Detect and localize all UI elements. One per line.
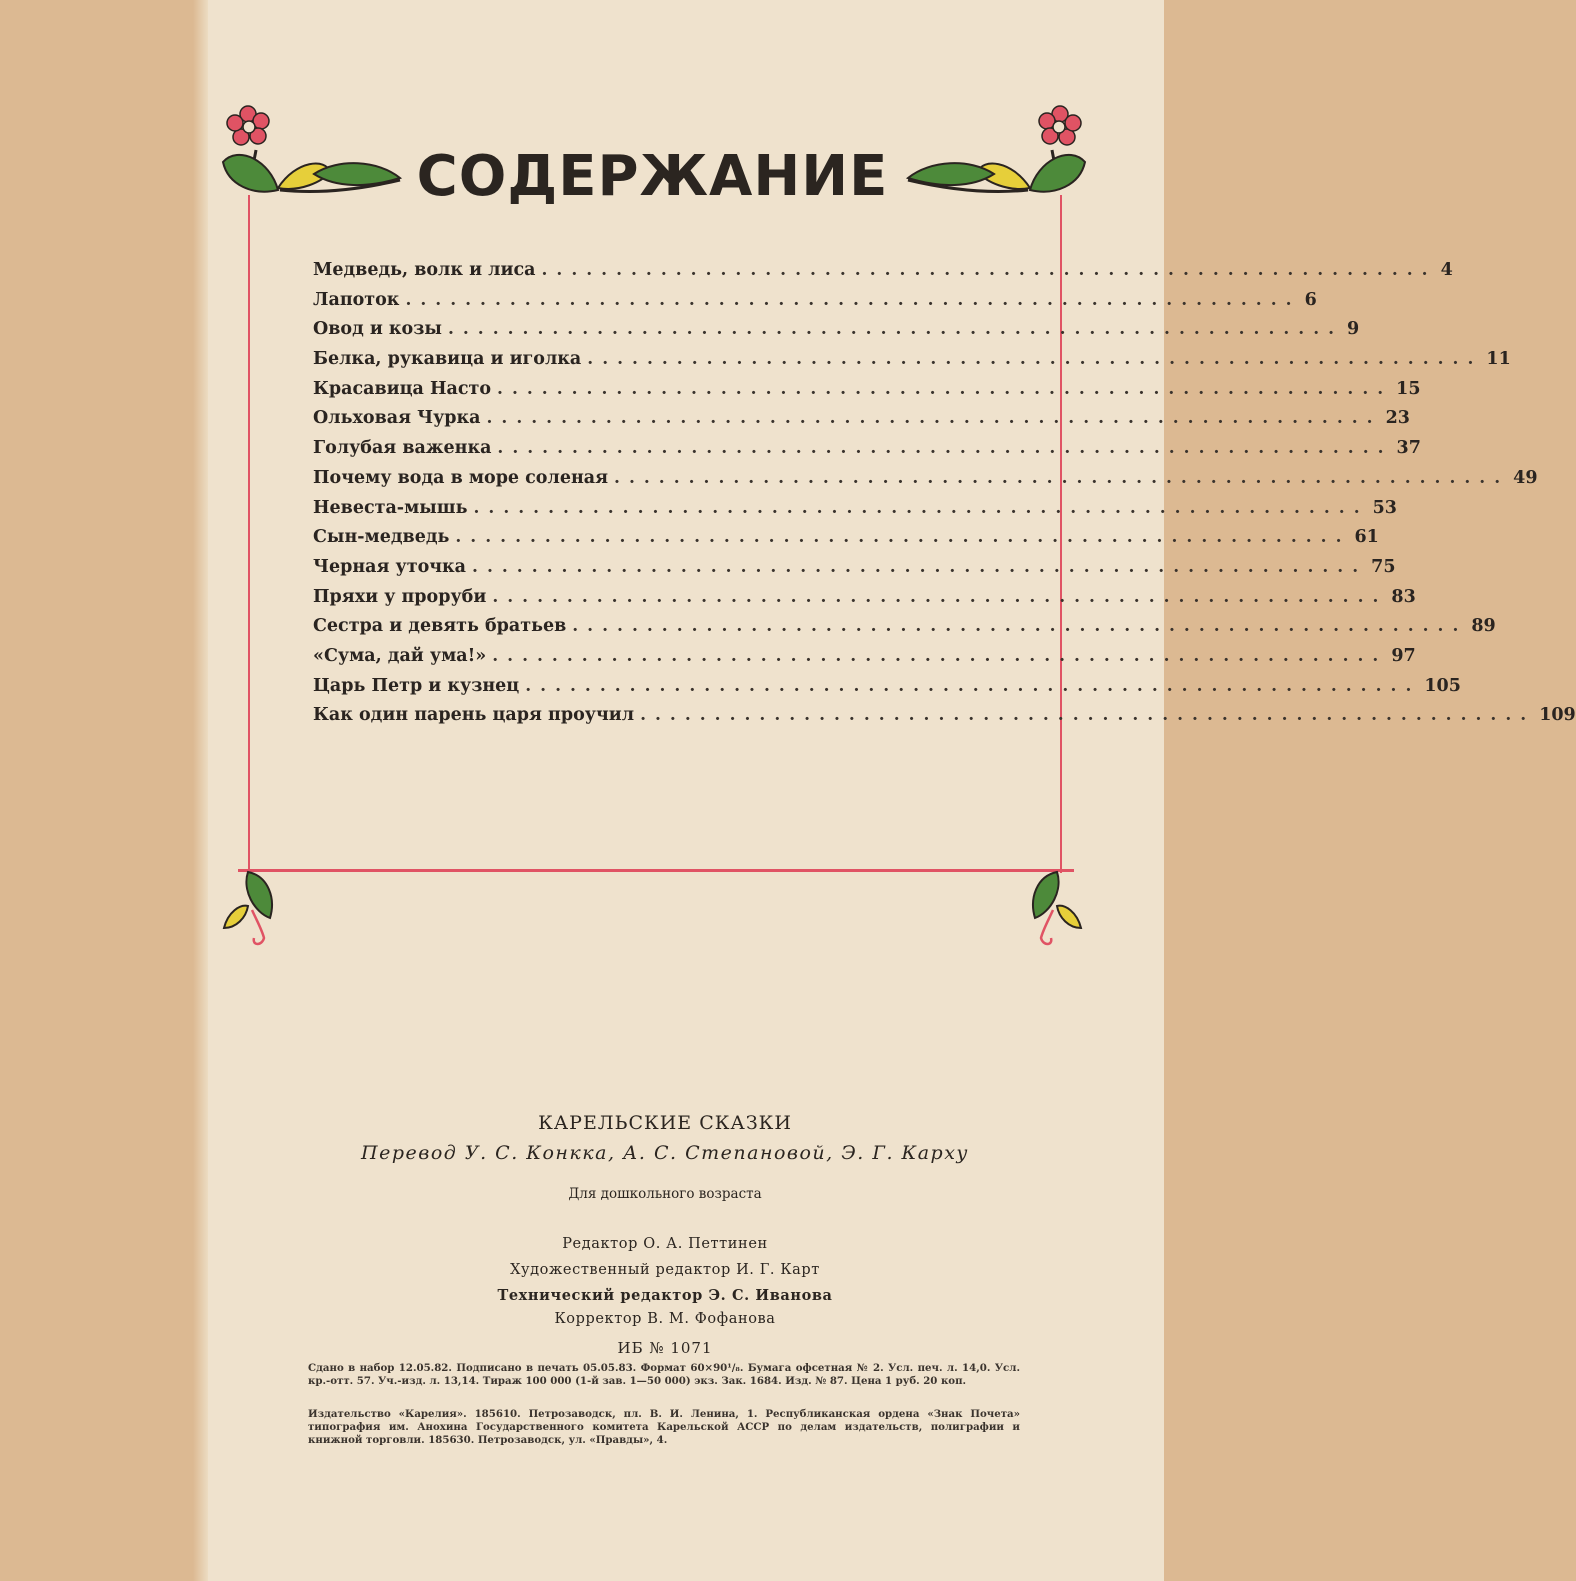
editor-credit: Редактор О. А. Петтинен (562, 1236, 768, 1252)
tech-editor-credit: Технический редактор Э. С. Иванова (497, 1287, 833, 1304)
toc-entry (313, 349, 1511, 379)
toc-entry-page: 11 (1486, 349, 1511, 370)
toc-entry-page: 89 (1471, 616, 1496, 637)
toc-leader-dots: ............................................................ (525, 675, 1421, 696)
flower-ornament-right-icon (900, 100, 1090, 205)
toc-entry (313, 616, 1496, 646)
toc-entry (313, 527, 1379, 557)
leaf-ornament-bottom-left-icon (218, 868, 283, 950)
toc-entry-page: 4 (1440, 260, 1453, 280)
corrector-credit: Корректор В. М. Фофанова (554, 1311, 776, 1327)
toc-entry (313, 438, 1421, 468)
toc-entry-title: Лапоток (313, 289, 400, 310)
toc-entry-title: Черная уточка (313, 556, 467, 577)
toc-leader-dots: ............................................................ (455, 527, 1351, 548)
toc-entry-title: «Сума, дай ума!» (313, 645, 487, 666)
age-group: Для дошкольного возраста (568, 1186, 762, 1202)
toc-leader-dots: ............................................................ (492, 586, 1388, 607)
flower-ornament-left-icon (218, 100, 408, 205)
toc-entry-title: Сын-медведь (313, 527, 450, 548)
toc-entry-page: 75 (1371, 556, 1396, 577)
toc-leader-dots: ............................................................ (486, 408, 1382, 429)
toc-entry (313, 467, 1538, 498)
toc-entry (313, 289, 1317, 320)
toc-leader-dots: ............................................................ (492, 645, 1388, 666)
frame-left-line (248, 195, 250, 873)
toc-entry-title: Овод и козы (313, 319, 442, 340)
toc-entry (313, 586, 1416, 617)
toc-leader-dots: ............................................................ (541, 260, 1437, 280)
frame-bottom-line (238, 869, 1074, 872)
toc-leader-dots: ............................................................ (405, 289, 1301, 310)
publisher-details: Издательство «Карелия». 185610. Петрозаводск, пл. В. И. Ленина, 1. Республиканская ордена «Знак Почета» типография им. Анохина Государственного комитета Карельской АССР по делам издательств, полиграфии и книжной торговли. 185630. Петрозаводск, ул. «Правды», 4. (308, 1408, 1020, 1446)
toc-leader-dots: ............................................................ (497, 378, 1393, 399)
toc-entry-page: 23 (1385, 408, 1410, 429)
toc-entry-page: 61 (1354, 527, 1379, 548)
toc-entry-page: 97 (1391, 645, 1416, 666)
toc-entry-page: 15 (1396, 378, 1421, 399)
toc-entry (313, 378, 1421, 409)
toc-entry-title: Почему вода в море соленая (313, 467, 609, 488)
toc-entry-page: 37 (1396, 438, 1421, 459)
toc-entry-title: Царь Петр и кузнец (313, 675, 520, 696)
toc-leader-dots: ............................................................ (497, 438, 1393, 459)
toc-entry-page: 105 (1424, 675, 1461, 696)
translation-credit: Перевод У. С. Конкка, А. С. Степановой, Э. Г. Карху (361, 1142, 969, 1164)
toc-entry-page: 49 (1513, 467, 1538, 488)
toc-entry (313, 319, 1360, 349)
toc-entry-page: 6 (1304, 289, 1317, 310)
page-edge-shadow (193, 0, 208, 1581)
toc-entry (313, 497, 1397, 528)
art-editor-credit: Художественный редактор И. Г. Карт (510, 1262, 820, 1278)
toc-entry-title: Как один парень царя проучил (313, 705, 635, 726)
toc-entry (313, 675, 1461, 706)
imprint-details: Сдано в набор 12.05.82. Подписано в печать 05.05.83. Формат 60×90¹/₈. Бумага офсетная № 2. Усл. печ. л. 14,0. Усл. кр.-отт. 57. Уч.-изд. л. 13,14. Тираж 100 000 (1-й зав. 1—50 000) экз. Зак. 1684. Изд. № 87. Цена 1 руб. 20 коп. (308, 1362, 1020, 1387)
toc-entry-title: Пряхи у проруби (313, 586, 487, 607)
toc-leader-dots: ............................................................ (587, 349, 1483, 370)
toc-entry (313, 260, 1453, 290)
toc-entry-title: Ольховая Чурка (313, 408, 481, 429)
toc-entry-page: 9 (1347, 319, 1360, 340)
toc-entry-page: 83 (1391, 586, 1416, 607)
toc-leader-dots: ............................................................ (640, 705, 1536, 726)
toc-entry (313, 408, 1410, 438)
toc-leader-dots: ............................................................ (472, 556, 1368, 577)
toc-entry-page: 53 (1372, 497, 1397, 518)
toc-leader-dots: ............................................................ (447, 319, 1344, 340)
toc-leader-dots: ............................................................ (572, 616, 1468, 637)
toc-leader-dots: ............................................................ (473, 497, 1369, 518)
toc-entry-title: Красавица Насто (313, 378, 492, 399)
toc-entry (313, 645, 1416, 676)
toc-entry-title: Сестра и девять братьев (313, 616, 567, 637)
toc-leader-dots: ............................................................ (614, 467, 1510, 488)
toc-entry-page: 109 (1539, 705, 1576, 726)
toc-entry-title: Голубая важенка (313, 438, 492, 459)
contents-heading: СОДЕРЖАНИЕ (416, 144, 889, 209)
toc-entry-title: Медведь, волк и лиса (313, 260, 536, 280)
book-title: КАРЕЛЬСКИЕ СКАЗКИ (538, 1112, 792, 1134)
toc-entry (313, 556, 1396, 587)
table-of-contents (313, 260, 1576, 735)
toc-entry-title: Белка, рукавица и иголка (313, 349, 582, 370)
toc-entry (313, 705, 1576, 735)
toc-entry-title: Невеста-мышь (313, 497, 468, 518)
leaf-ornament-bottom-right-icon (1022, 868, 1087, 950)
ib-number: ИБ № 1071 (617, 1339, 713, 1357)
